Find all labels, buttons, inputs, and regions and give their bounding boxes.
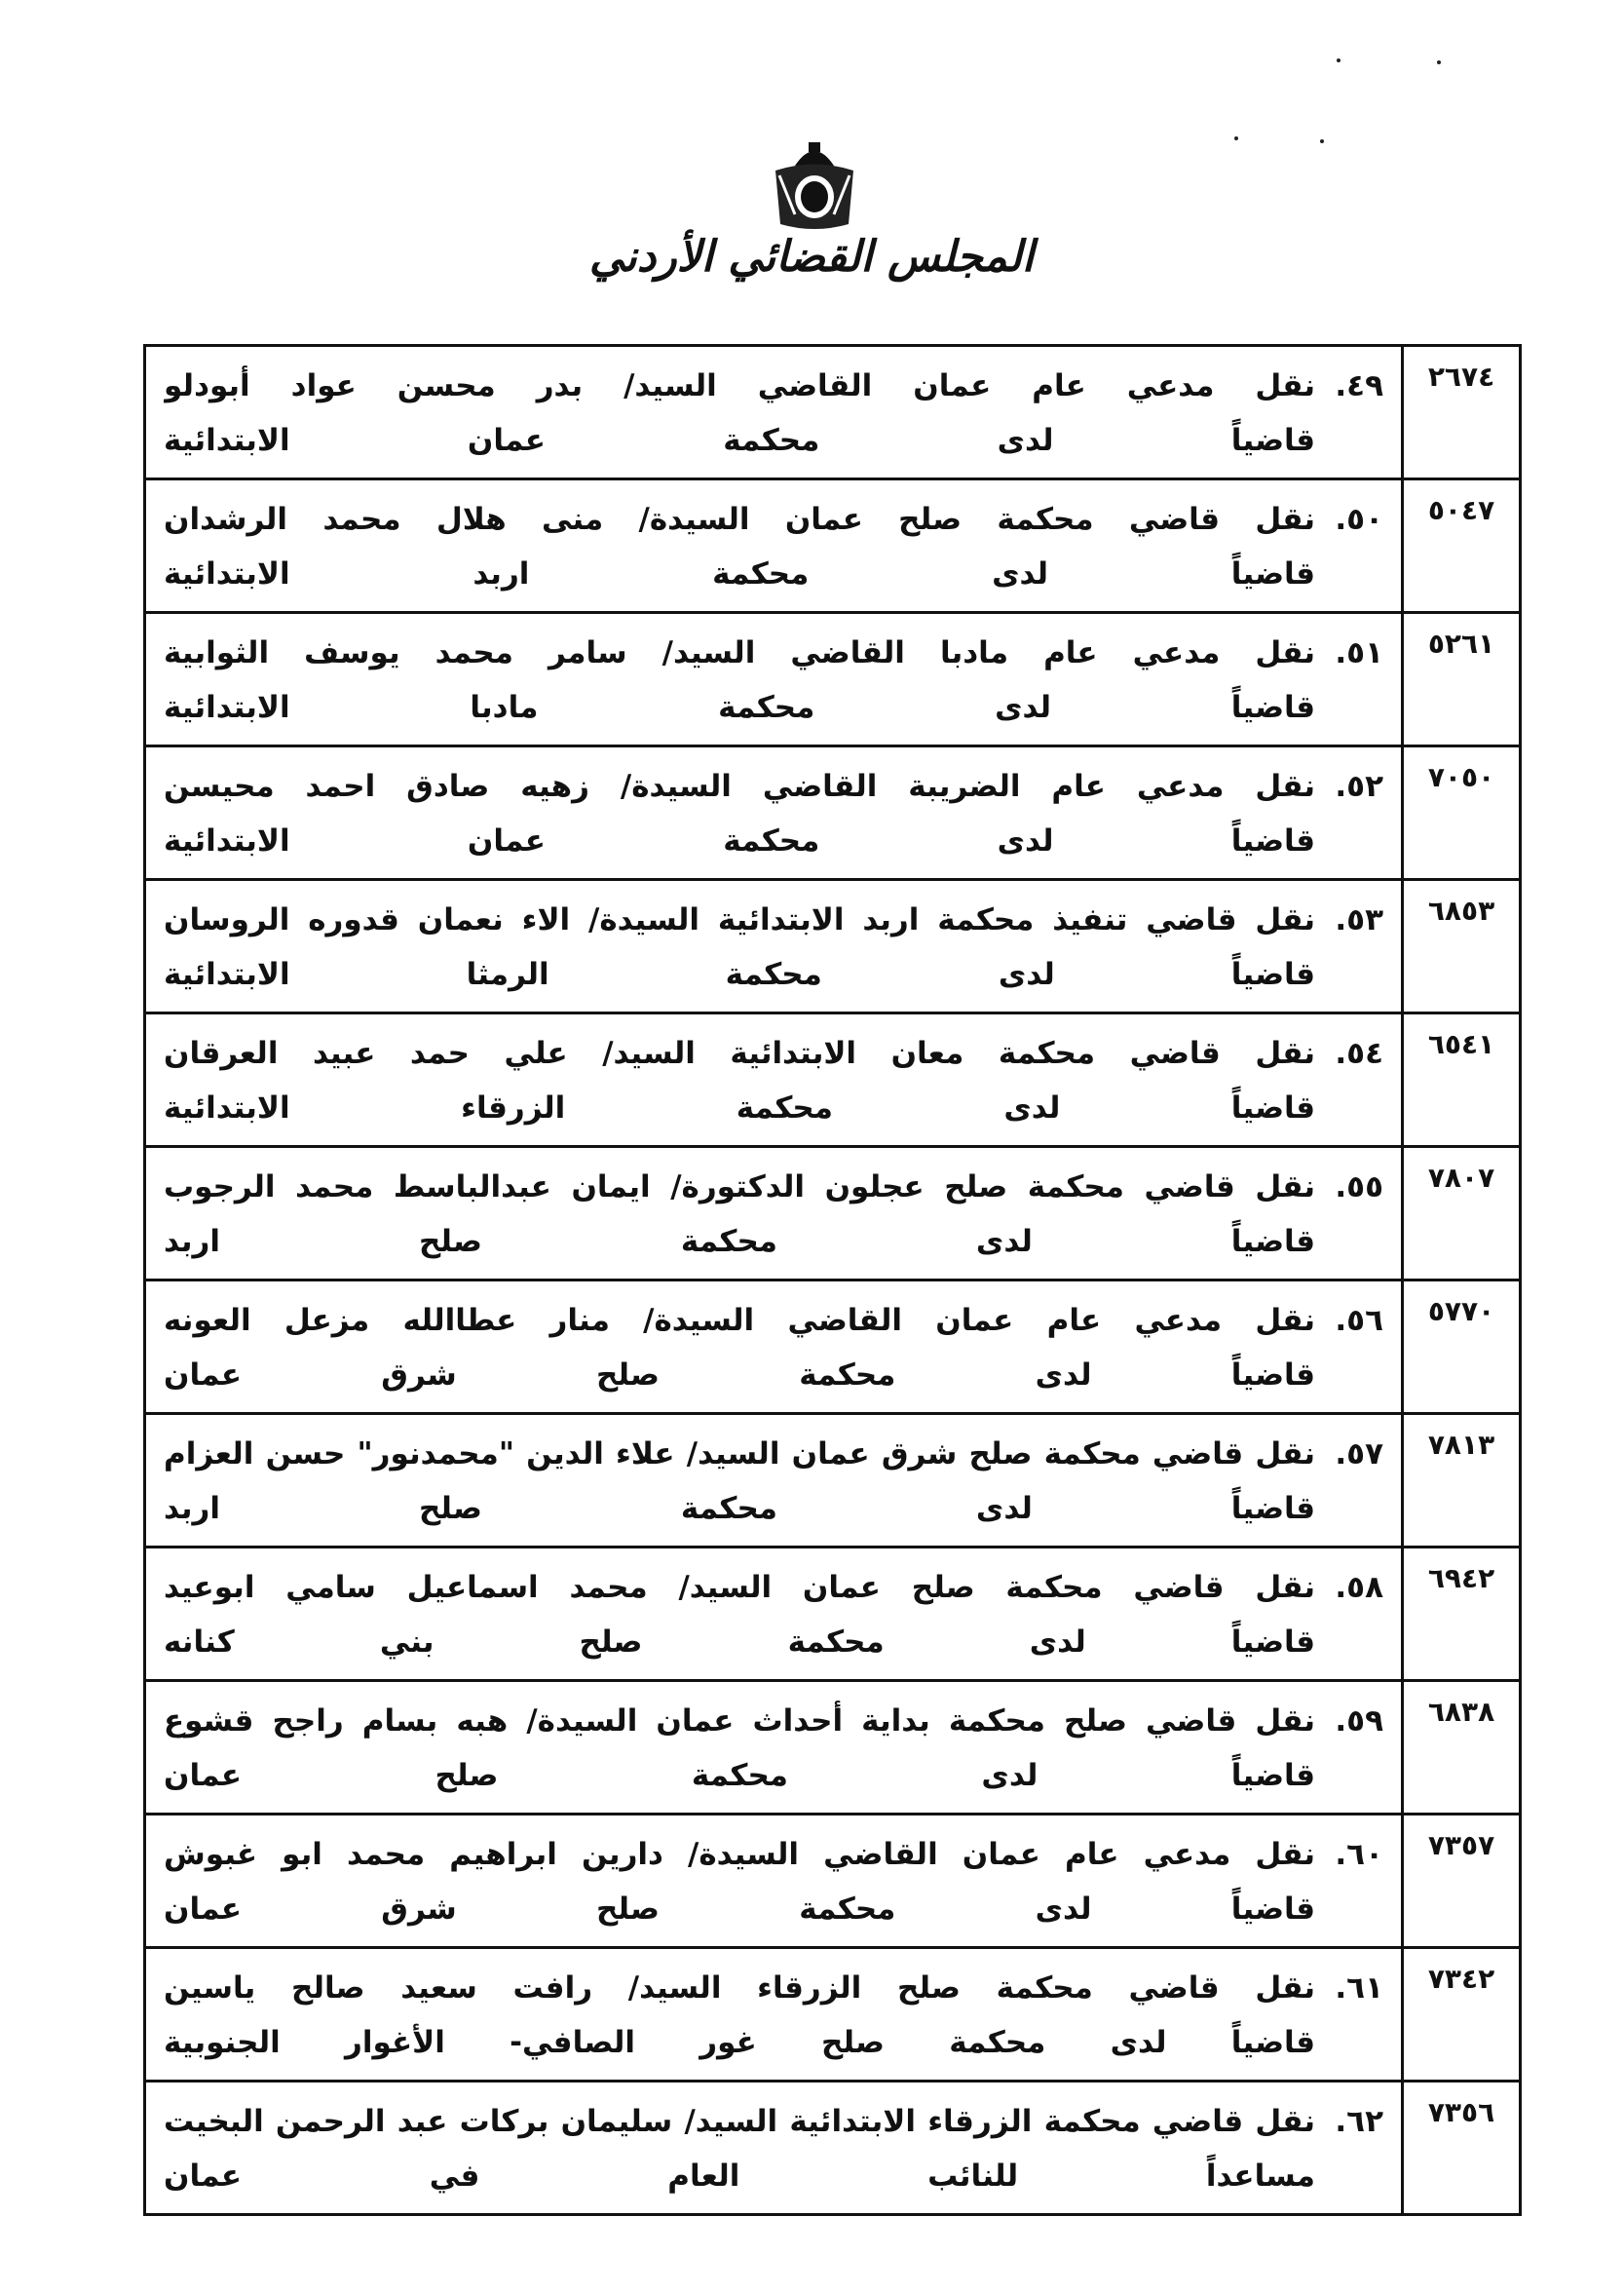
- record-line-1: [164, 359, 1383, 413]
- record-body: [145, 1013, 1403, 1147]
- table-row: [145, 1815, 1521, 1948]
- record-body: [145, 2082, 1403, 2215]
- item-number: ٥٢.: [1335, 769, 1383, 804]
- organization-name: المجلس القضائي الأردني: [588, 232, 1035, 282]
- record-line-1: [164, 1827, 1383, 1882]
- record-line-1: [164, 492, 1383, 547]
- record-line-2: [164, 547, 1383, 601]
- scan-mark: [1234, 136, 1238, 140]
- reference-number: ٧٠٥٠: [1403, 746, 1521, 880]
- item-number: ٥٠.: [1335, 502, 1383, 537]
- table-row: [145, 1280, 1521, 1414]
- table-row: [145, 1948, 1521, 2082]
- item-number: ٥٧.: [1335, 1436, 1383, 1471]
- record-line-2: [164, 1615, 1383, 1669]
- record-line-2: [164, 2149, 1383, 2203]
- new-position: قاضياً لدى محكمة صلح غور الصافي- الأغوار الجنوبية: [164, 2025, 1315, 2060]
- record-body: [145, 1147, 1403, 1280]
- transfer-statement: نقل قاضي محكمة صلح عجلون الدكتورة/ ايمان عبدالباسط محمد الرجوب: [164, 1169, 1315, 1204]
- new-position: قاضياً لدى محكمة اربد الابتدائية: [164, 556, 1315, 592]
- new-position: قاضياً لدى محكمة صلح اربد: [164, 1491, 1315, 1526]
- transfer-statement: نقل قاضي محكمة صلح شرق عمان السيد/ علاء الدين "محمدنور" حسن العزام: [164, 1436, 1315, 1471]
- record-line-1: [164, 759, 1383, 814]
- record-body: [145, 1815, 1403, 1948]
- record-line-1: [164, 1026, 1383, 1081]
- record-line-2: [164, 1348, 1383, 1402]
- transfer-statement: نقل قاضي محكمة الزرقاء الابتدائية السيد/ سليمان بركات عبد الرحمن البخيت: [164, 2104, 1315, 2139]
- reference-number: ٧٣٥٦: [1403, 2082, 1521, 2215]
- record-line-1: [164, 1427, 1383, 1481]
- new-position: قاضياً لدى محكمة عمان الابتدائية: [164, 423, 1315, 458]
- record-body: [145, 746, 1403, 880]
- reference-number: ٦٥٤١: [1403, 1013, 1521, 1147]
- transfer-statement: نقل قاضي محكمة صلح الزرقاء السيد/ رافت سعيد صالح ياسين: [164, 1970, 1315, 2006]
- item-number: ٦٠.: [1335, 1837, 1383, 1872]
- table-row: [145, 2082, 1521, 2215]
- new-position: قاضياً لدى محكمة صلح بني كنانه: [164, 1624, 1315, 1660]
- reference-number: ٦٩٤٢: [1403, 1548, 1521, 1681]
- new-position: قاضياً لدى محكمة صلح اربد: [164, 1224, 1315, 1259]
- new-position: قاضياً لدى محكمة صلح عمان: [164, 1758, 1315, 1793]
- table-row: [145, 1681, 1521, 1815]
- record-line-2: [164, 680, 1383, 735]
- reference-number: ٦٨٥٣: [1403, 880, 1521, 1013]
- record-line-2: [164, 2015, 1383, 2070]
- table-row: [145, 746, 1521, 880]
- scan-mark: [1337, 58, 1341, 62]
- new-position: مساعداً للنائب العام في عمان: [164, 2159, 1315, 2194]
- records-table: [143, 344, 1522, 2216]
- reference-number: ٥٠٤٧: [1403, 479, 1521, 613]
- item-number: ٥٩.: [1335, 1703, 1383, 1739]
- record-line-2: [164, 413, 1383, 468]
- record-line-1: [164, 626, 1383, 680]
- reference-number: ٥٧٧٠: [1403, 1280, 1521, 1414]
- new-position: قاضياً لدى محكمة الرمثا الابتدائية: [164, 957, 1315, 992]
- reference-number: ٧٣٤٢: [1403, 1948, 1521, 2082]
- new-position: قاضياً لدى محكمة صلح شرق عمان: [164, 1357, 1315, 1393]
- transfer-statement: نقل مدعي عام عمان القاضي السيد/ بدر محسن عواد أبودلو: [164, 368, 1315, 403]
- item-number: ٦١.: [1335, 1970, 1383, 2006]
- item-number: ٥٥.: [1335, 1169, 1383, 1204]
- record-line-1: [164, 893, 1383, 947]
- transfer-statement: نقل قاضي صلح محكمة بداية أحداث عمان السيدة/ هبه بسام راجح قشوع: [164, 1703, 1315, 1739]
- reference-number: ٢٦٧٤: [1403, 346, 1521, 479]
- table-row: [145, 346, 1521, 479]
- record-line-2: [164, 1748, 1383, 1803]
- transfer-statement: نقل قاضي محكمة معان الابتدائية السيد/ علي حمد عبيد العرقان: [164, 1036, 1315, 1071]
- scan-mark: [1320, 139, 1324, 143]
- coat-of-arms-icon: [766, 136, 863, 234]
- table-row: [145, 479, 1521, 613]
- reference-number: ٥٢٦١: [1403, 613, 1521, 746]
- transfer-statement: نقل مدعي عام مادبا القاضي السيد/ سامر محمد يوسف الثوابية: [164, 635, 1315, 670]
- item-number: ٥٤.: [1335, 1036, 1383, 1071]
- transfer-statement: نقل قاضي محكمة صلح عمان السيد/ محمد اسماعيل سامي ابوعيد: [164, 1570, 1315, 1605]
- record-body: [145, 1414, 1403, 1548]
- item-number: ٤٩.: [1335, 368, 1383, 403]
- record-body: [145, 1681, 1403, 1815]
- item-number: ٥٦.: [1335, 1303, 1383, 1338]
- record-body: [145, 1548, 1403, 1681]
- new-position: قاضياً لدى محكمة مادبا الابتدائية: [164, 690, 1315, 725]
- record-line-2: [164, 1081, 1383, 1135]
- table-row: [145, 1147, 1521, 1280]
- transfer-statement: نقل مدعي عام الضريبة القاضي السيدة/ زهيه صادق احمد محيسن: [164, 769, 1315, 804]
- record-line-2: [164, 947, 1383, 1002]
- record-body: [145, 346, 1403, 479]
- record-line-1: [164, 1694, 1383, 1748]
- item-number: ٥١.: [1335, 635, 1383, 670]
- record-body: [145, 613, 1403, 746]
- record-body: [145, 479, 1403, 613]
- record-line-1: [164, 1961, 1383, 2015]
- record-line-1: [164, 1293, 1383, 1348]
- table-row: [145, 1013, 1521, 1147]
- table-row: [145, 613, 1521, 746]
- record-line-1: [164, 1160, 1383, 1214]
- record-line-1: [164, 1560, 1383, 1615]
- record-body: [145, 1948, 1403, 2082]
- reference-number: ٧٣٥٧: [1403, 1815, 1521, 1948]
- record-line-2: [164, 1481, 1383, 1536]
- reference-number: ٦٨٣٨: [1403, 1681, 1521, 1815]
- record-line-1: [164, 2094, 1383, 2149]
- new-position: قاضياً لدى محكمة صلح شرق عمان: [164, 1892, 1315, 1927]
- item-number: ٦٢.: [1335, 2104, 1383, 2139]
- transfer-statement: نقل قاضي محكمة صلح عمان السيدة/ منى هلال محمد الرشدان: [164, 502, 1315, 537]
- reference-number: ٧٨٠٧: [1403, 1147, 1521, 1280]
- table-row: [145, 1414, 1521, 1548]
- record-body: [145, 1280, 1403, 1414]
- record-line-2: [164, 814, 1383, 868]
- transfer-statement: نقل قاضي تنفيذ محكمة اربد الابتدائية السيدة/ الاء نعمان قدوره الروسان: [164, 902, 1315, 937]
- scan-mark: [1437, 60, 1441, 64]
- table-row: [145, 1548, 1521, 1681]
- record-line-2: [164, 1214, 1383, 1269]
- new-position: قاضياً لدى محكمة عمان الابتدائية: [164, 823, 1315, 859]
- record-body: [145, 880, 1403, 1013]
- table-row: [145, 880, 1521, 1013]
- reference-number: ٧٨١٣: [1403, 1414, 1521, 1548]
- transfer-statement: نقل مدعي عام عمان القاضي السيدة/ دارين ابراهيم محمد ابو غبوش: [164, 1837, 1315, 1872]
- item-number: ٥٨.: [1335, 1570, 1383, 1605]
- transfer-statement: نقل مدعي عام عمان القاضي السيدة/ منار عطاالله مزعل العونه: [164, 1303, 1315, 1338]
- new-position: قاضياً لدى محكمة الزرقاء الابتدائية: [164, 1090, 1315, 1126]
- item-number: ٥٣.: [1335, 902, 1383, 937]
- record-line-2: [164, 1882, 1383, 1936]
